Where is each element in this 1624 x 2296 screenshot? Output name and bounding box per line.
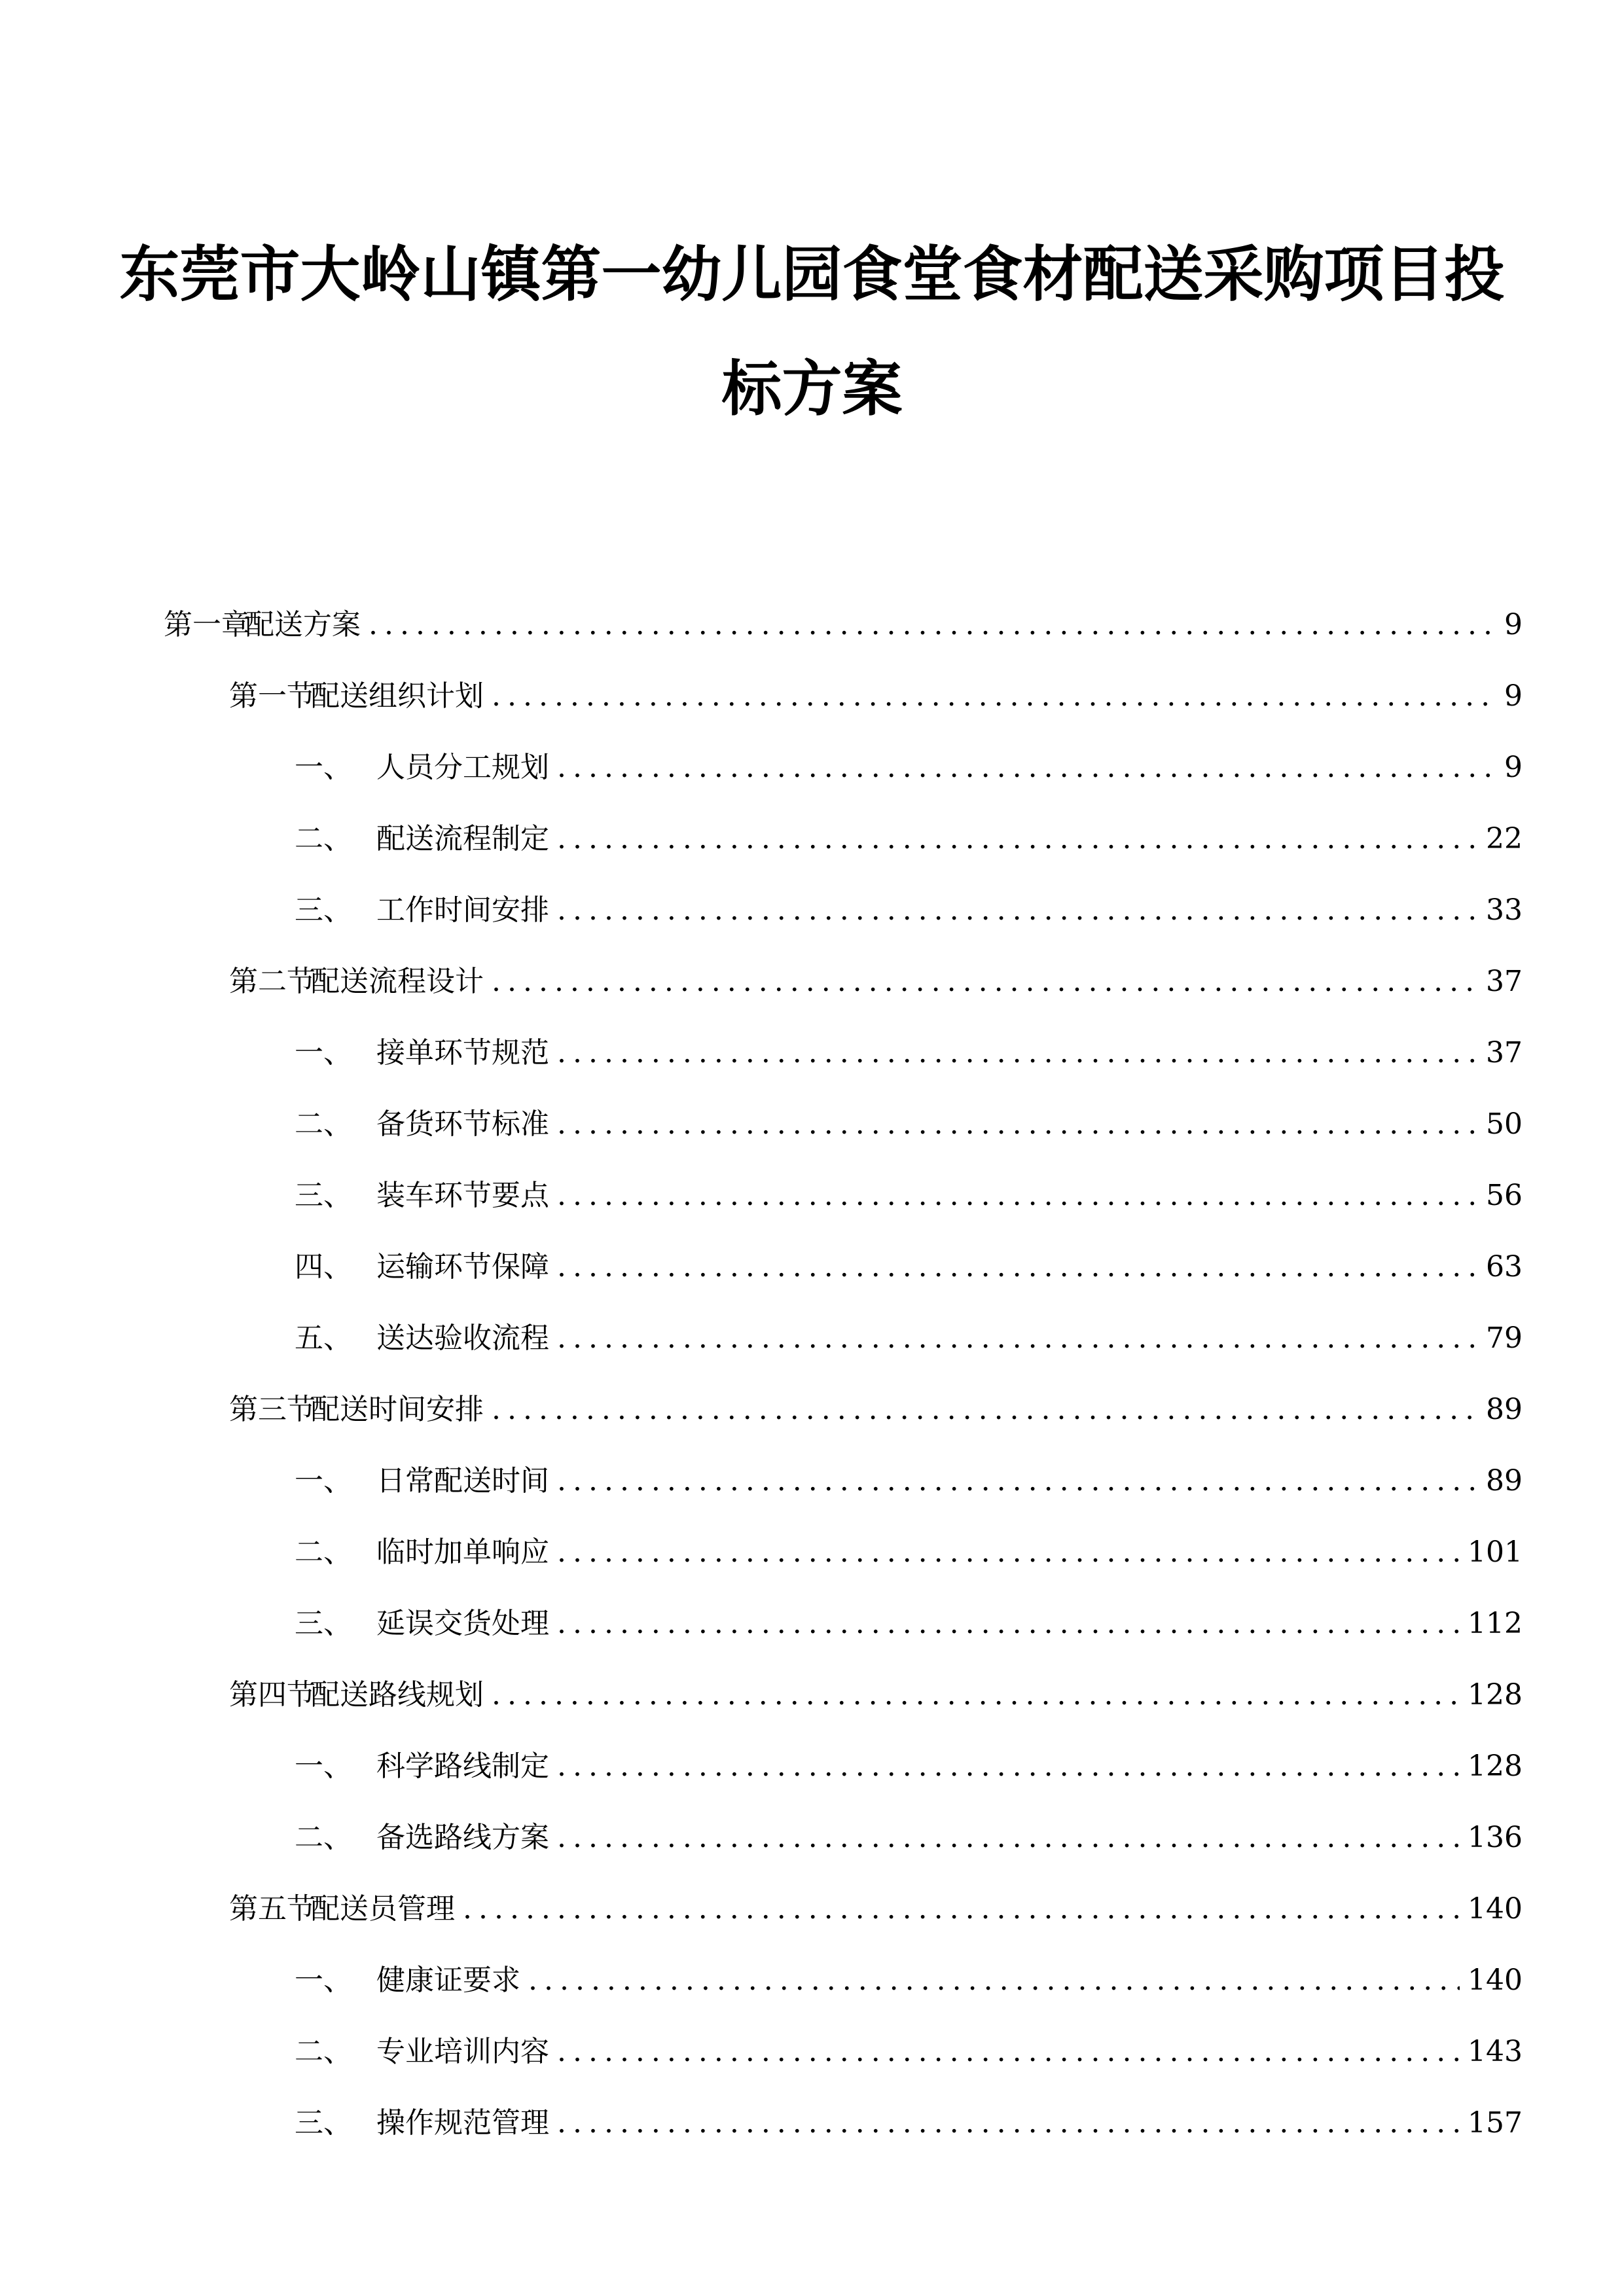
- toc-dot-leader: [557, 1247, 1478, 1287]
- toc-entry-number: 一、: [295, 1464, 352, 1498]
- toc-entry-number: 第四节: [229, 1678, 316, 1712]
- toc-entry-page: 140: [1468, 1892, 1523, 1926]
- toc-entry-page: 9: [1504, 608, 1523, 641]
- toc-entry-number: 一、: [295, 1749, 352, 1783]
- toc-dot-leader: [492, 677, 1496, 716]
- toc-entry-label: 配送时间安排: [311, 1393, 484, 1426]
- toc-entry-label: 专业培训内容: [376, 2035, 549, 2068]
- toc-entry[interactable]: [295, 891, 1523, 930]
- toc-entry-page: 37: [1486, 965, 1523, 998]
- toc-dot-leader: [557, 2032, 1460, 2072]
- toc-dot-leader: [557, 1462, 1478, 1501]
- toc-entry-page: 56: [1486, 1179, 1523, 1212]
- toc-entry[interactable]: [295, 1747, 1523, 1786]
- toc-entry-label: 延误交货处理: [376, 1607, 549, 1640]
- toc-dot-leader: [557, 1533, 1460, 1572]
- toc-entry[interactable]: [295, 1533, 1523, 1572]
- document-title-line-2: 标方案: [721, 354, 903, 424]
- toc-entry-number: 三、: [295, 2106, 352, 2140]
- toc-entry-page: 140: [1468, 1964, 1523, 1997]
- toc-entry-number: 第五节: [229, 1892, 316, 1926]
- document-title-line-1: 东莞市大岭山镇第一幼儿园食堂食材配送采购项目投: [119, 240, 1505, 310]
- toc-entry-label: 运输环节保障: [376, 1250, 549, 1283]
- toc-dot-leader: [557, 1176, 1478, 1215]
- toc-entry-label: 配送员管理: [311, 1892, 455, 1926]
- toc-entry-page: 79: [1486, 1321, 1523, 1355]
- toc-entry[interactable]: [295, 1247, 1523, 1287]
- toc-entry[interactable]: [295, 1033, 1523, 1073]
- toc-entry[interactable]: [229, 677, 1523, 716]
- toc-dot-leader: [557, 1319, 1478, 1358]
- toc-entry-label: 人员分工规划: [376, 751, 549, 784]
- toc-entry-number: 二、: [295, 1821, 352, 1854]
- toc-entry-label: 配送路线规划: [311, 1678, 484, 1712]
- toc-entry-label: 健康证要求: [376, 1964, 520, 1997]
- toc-entry-page: 89: [1486, 1464, 1523, 1498]
- toc-entry-number: 一、: [295, 751, 352, 784]
- toc-dot-leader: [528, 1961, 1460, 2000]
- toc-entry-page: 89: [1486, 1393, 1523, 1426]
- toc-entry[interactable]: [295, 1176, 1523, 1215]
- toc-dot-leader: [557, 1033, 1478, 1073]
- toc-entry[interactable]: [295, 1961, 1523, 2000]
- toc-entry[interactable]: [295, 1319, 1523, 1358]
- toc-entry-page: 33: [1486, 893, 1523, 927]
- toc-entry-number: 三、: [295, 1607, 352, 1640]
- toc-entry[interactable]: [295, 748, 1523, 787]
- toc-entry-label: 配送方案: [245, 608, 361, 641]
- toc-entry-number: 四、: [295, 1250, 352, 1283]
- toc-entry[interactable]: [164, 605, 1523, 645]
- toc-entry[interactable]: [229, 1390, 1523, 1429]
- toc-entry[interactable]: [229, 1890, 1523, 1929]
- toc-entry-number: 第一章: [164, 608, 250, 641]
- toc-entry-page: 128: [1468, 1749, 1523, 1783]
- toc-entry-label: 备选路线方案: [376, 1821, 549, 1854]
- toc-entry[interactable]: [295, 1462, 1523, 1501]
- toc-entry-page: 136: [1468, 1821, 1523, 1854]
- toc-entry-page: 37: [1486, 1036, 1523, 1069]
- toc-entry-label: 配送组织计划: [311, 679, 484, 713]
- toc-entry-label: 日常配送时间: [376, 1464, 549, 1498]
- toc-entry-page: 9: [1504, 679, 1523, 713]
- toc-entry-number: 三、: [295, 1179, 352, 1212]
- toc-entry-page: 157: [1468, 2106, 1523, 2140]
- toc-entry-page: 143: [1468, 2035, 1523, 2068]
- toc-entry[interactable]: [229, 962, 1523, 1001]
- toc-entry-page: 22: [1486, 822, 1523, 855]
- toc-entry-label: 配送流程设计: [311, 965, 484, 998]
- toc-entry[interactable]: [295, 2104, 1523, 2143]
- toc-dot-leader: [557, 891, 1478, 930]
- toc-entry[interactable]: [295, 1105, 1523, 1144]
- toc-entry-page: 128: [1468, 1678, 1523, 1712]
- toc-entry-label: 科学路线制定: [376, 1749, 549, 1783]
- toc-entry-number: 第三节: [229, 1393, 316, 1426]
- toc-entry-number: 三、: [295, 893, 352, 927]
- toc-entry-number: 二、: [295, 2035, 352, 2068]
- toc-entry-page: 50: [1486, 1107, 1523, 1141]
- toc-entry-number: 二、: [295, 1535, 352, 1569]
- toc-entry-number: 五、: [295, 1321, 352, 1355]
- toc-entry-label: 临时加单响应: [376, 1535, 549, 1569]
- toc-entry[interactable]: [295, 2032, 1523, 2072]
- toc-entry-number: 二、: [295, 1107, 352, 1141]
- toc-entry-label: 备货环节标准: [376, 1107, 549, 1141]
- toc-entry-page: 63: [1486, 1250, 1523, 1283]
- toc-entry-number: 一、: [295, 1964, 352, 1997]
- toc-entry[interactable]: [229, 1676, 1523, 1715]
- toc-entry-page: 101: [1468, 1535, 1523, 1569]
- toc-dot-leader: [463, 1890, 1460, 1929]
- toc-dot-leader: [557, 1105, 1478, 1144]
- toc-dot-leader: [557, 748, 1496, 787]
- toc-entry-page: 112: [1468, 1607, 1523, 1640]
- toc-entry-label: 送达验收流程: [376, 1321, 549, 1355]
- toc-entry-number: 第一节: [229, 679, 316, 713]
- toc-entry-label: 操作规范管理: [376, 2106, 549, 2140]
- toc-entry-number: 第二节: [229, 965, 316, 998]
- toc-entry-label: 配送流程制定: [376, 822, 549, 855]
- toc-dot-leader: [492, 1676, 1460, 1715]
- toc-dot-leader: [492, 1390, 1478, 1429]
- toc-entry-label: 接单环节规范: [376, 1036, 549, 1069]
- toc-entry[interactable]: [295, 1818, 1523, 1857]
- toc-entry-label: 装车环节要点: [376, 1179, 549, 1212]
- toc-entry-page: 9: [1504, 751, 1523, 784]
- toc-dot-leader: [492, 962, 1478, 1001]
- toc-entry-label: 工作时间安排: [376, 893, 549, 927]
- toc-dot-leader: [557, 1818, 1460, 1857]
- toc-entry[interactable]: [295, 819, 1523, 859]
- toc-dot-leader: [557, 1604, 1460, 1643]
- toc-entry[interactable]: [295, 1604, 1523, 1643]
- toc-dot-leader: [557, 2104, 1460, 2143]
- toc-dot-leader: [557, 819, 1478, 859]
- toc-dot-leader: [557, 1747, 1460, 1786]
- toc-entry-number: 一、: [295, 1036, 352, 1069]
- toc-entry-number: 二、: [295, 822, 352, 855]
- toc-dot-leader: [369, 605, 1496, 645]
